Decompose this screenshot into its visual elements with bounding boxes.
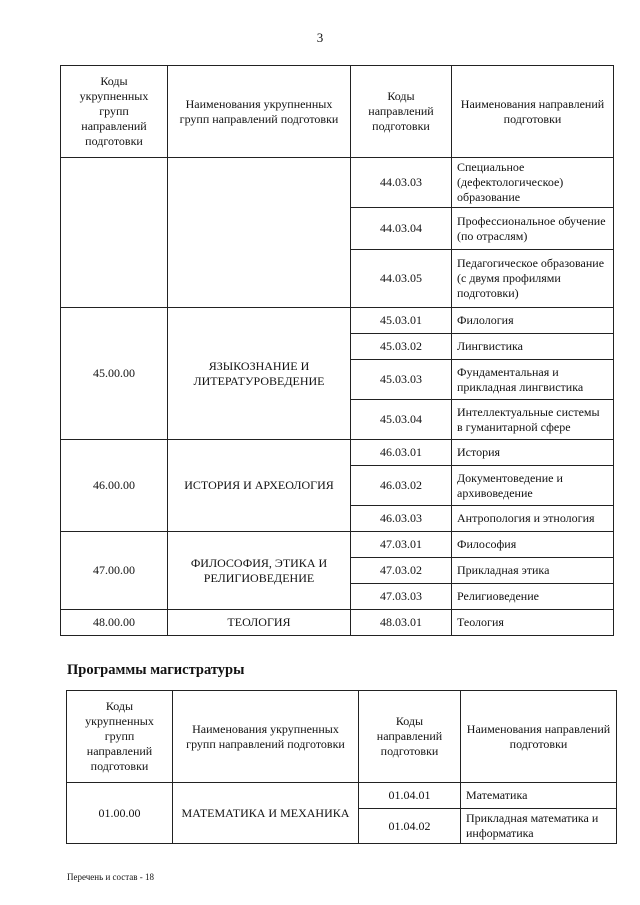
- table-header-row: [61, 66, 614, 158]
- group-name-cell: ИСТОРИЯ И АРХЕОЛОГИЯ: [168, 440, 351, 532]
- direction-name-cell: Антропология и этнология: [452, 506, 614, 532]
- header-direction-name: Наименования направлений подготовки: [452, 66, 614, 158]
- direction-name-cell: История: [452, 440, 614, 466]
- header-group-code: Коды укрупненных групп направлений подготовки: [61, 66, 168, 158]
- direction-name-cell: Математика: [461, 783, 617, 809]
- table-row: [67, 783, 617, 809]
- group-code-cell: 47.00.00: [61, 532, 168, 610]
- table-header-row: [67, 691, 617, 783]
- direction-code-cell: 44.03.04: [351, 208, 452, 250]
- direction-name-cell: Теология: [452, 610, 614, 636]
- group-code-cell: 45.00.00: [61, 308, 168, 440]
- direction-name-cell: Документоведение и архивоведение: [452, 466, 614, 506]
- header-direction-code: Коды направлений подготовки: [351, 66, 452, 158]
- table-row: [61, 610, 614, 636]
- direction-code-cell: 46.03.03: [351, 506, 452, 532]
- table-row: [61, 308, 614, 334]
- group-code-cell: 46.00.00: [61, 440, 168, 532]
- masters-programs-table: [66, 690, 617, 844]
- header-group-code: Коды укрупненных групп направлений подготовки: [67, 691, 173, 783]
- direction-code-cell: 48.03.01: [351, 610, 452, 636]
- group-name-cell: МАТЕМАТИКА И МЕХАНИКА: [173, 783, 359, 844]
- direction-code-cell: 45.03.04: [351, 400, 452, 440]
- masters-table-body: [67, 783, 617, 844]
- bachelor-programs-table: [60, 65, 614, 636]
- table-row: [61, 158, 614, 208]
- direction-name-cell: Интеллектуальные системы в гуманитарной сфере: [452, 400, 614, 440]
- direction-code-cell: 45.03.03: [351, 360, 452, 400]
- direction-code-cell: 46.03.01: [351, 440, 452, 466]
- group-name-cell: ЯЗЫКОЗНАНИЕ И ЛИТЕРАТУРОВЕДЕНИЕ: [168, 308, 351, 440]
- bachelor-table-body: [61, 158, 614, 636]
- table-row: [61, 532, 614, 558]
- group-code-cell: 48.00.00: [61, 610, 168, 636]
- direction-code-cell: 47.03.02: [351, 558, 452, 584]
- direction-code-cell: 44.03.05: [351, 250, 452, 308]
- direction-name-cell: Филология: [452, 308, 614, 334]
- group-code-cell: 01.00.00: [67, 783, 173, 844]
- direction-name-cell: Профессиональное обучение (по отраслям): [452, 208, 614, 250]
- group-name-cell: [168, 158, 351, 308]
- masters-section-heading: Программы магистратуры: [67, 662, 245, 678]
- direction-name-cell: Фундаментальная и прикладная лингвистика: [452, 360, 614, 400]
- direction-code-cell: 01.04.01: [359, 783, 461, 809]
- direction-code-cell: 45.03.01: [351, 308, 452, 334]
- group-code-cell: [61, 158, 168, 308]
- direction-name-cell: Лингвистика: [452, 334, 614, 360]
- direction-code-cell: 46.03.02: [351, 466, 452, 506]
- direction-name-cell: Религиоведение: [452, 584, 614, 610]
- direction-code-cell: 45.03.02: [351, 334, 452, 360]
- direction-name-cell: Педагогическое образование (с двумя профилями подготовки): [452, 250, 614, 308]
- header-group-name: Наименования укрупненных групп направлений подготовки: [173, 691, 359, 783]
- direction-code-cell: 47.03.03: [351, 584, 452, 610]
- header-direction-code: Коды направлений подготовки: [359, 691, 461, 783]
- direction-code-cell: 01.04.02: [359, 809, 461, 844]
- direction-name-cell: Прикладная математика и информатика: [461, 809, 617, 844]
- direction-name-cell: Философия: [452, 532, 614, 558]
- page-footer: Перечень и состав - 18: [67, 872, 155, 882]
- header-direction-name: Наименования направлений подготовки: [461, 691, 617, 783]
- direction-name-cell: Специальное (дефектологическое) образование: [452, 158, 614, 208]
- group-name-cell: ФИЛОСОФИЯ, ЭТИКА И РЕЛИГИОВЕДЕНИЕ: [168, 532, 351, 610]
- table-row: [61, 440, 614, 466]
- page-number: 3: [316, 30, 324, 45]
- group-name-cell: ТЕОЛОГИЯ: [168, 610, 351, 636]
- header-group-name: Наименования укрупненных групп направлений подготовки: [168, 66, 351, 158]
- direction-code-cell: 44.03.03: [351, 158, 452, 208]
- direction-code-cell: 47.03.01: [351, 532, 452, 558]
- direction-name-cell: Прикладная этика: [452, 558, 614, 584]
